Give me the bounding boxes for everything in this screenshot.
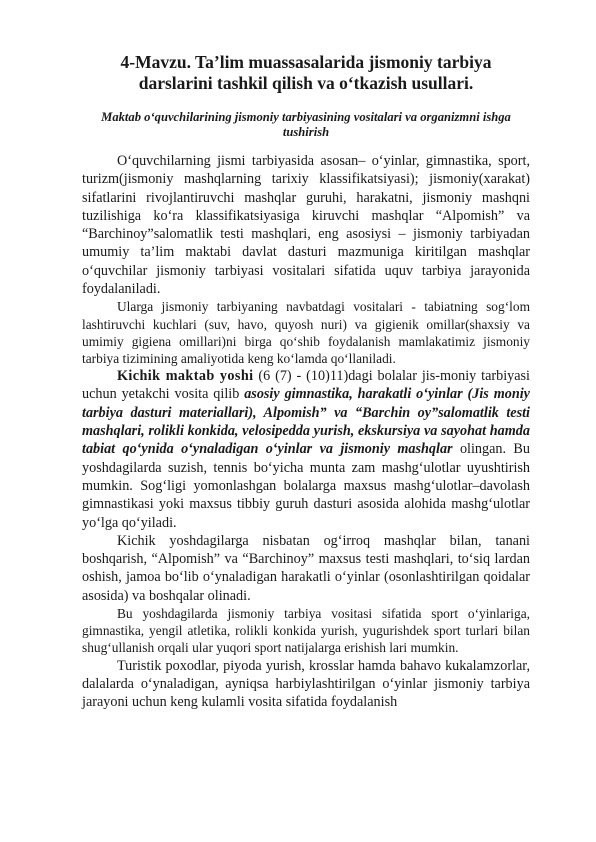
paragraph-3-text-b: olingan. Bu yoshdagilarda suzish, tennis bo‘yicha munta zam mashg‘ulotlar uyushtirish mumkin. Sog‘ligi yomonlashgan bolalarga maxsus mashg‘ulotlar–davolash gimnastikasi yoki maxsus tibbiy guruh dasturi asosida alohida mashg‘ulotlar yo‘lga qo‘yiladi. bbox=[82, 441, 530, 531]
paragraph-4: Kichik yoshdagilarga nisbatan og‘irroq mashqlar bilan, tanani boshqarish, “Alpomish” va “Barchinoy” maxsus testi mashqlari, to‘siq lardan oshish, jamoa bo‘lib o‘ynaladigan harakatli o‘yinlar (osonlashtirilgan qoidalar asosida) va boshqalar olinadi. bbox=[82, 532, 530, 604]
paragraph-1: O‘quvchilarning jismi tarbiyasida asosan– o‘yinlar, gimnastika, sport, turizm(jismoniy mashqlarning tarixiy klassifikatsiyasi); jismoniy(xarakat) sifatlarini rivojlantiruvchi mashqlar guruhi, harakatni, jismoniy mashqni tuzilishiga ko‘ra klassifikatsiyasiga kiruvchi mashqlar “Alpomish” va “Barchinoy”salomatlik testi mashqlari, eng asosiysi – jismoniy tarbiyadan umumiy ta’lim maktabi davlat dasturi mazmuniga kiritilgan mashqlar o‘quvchilar jismoniy tarbiyasi vositalari sifatida uquv tarbiya jarayonida foydalaniladi. bbox=[82, 153, 530, 298]
section-subtitle: Maktab o‘quvchilarining jismoniy tarbiyasining vositalari va organizmni ishga tushirish bbox=[101, 110, 511, 139]
paragraph-5: Bu yoshdagilarda jismoniy tarbiya vositasi sifatida sport o‘yinlariga, gimnastika, yengil atletika, rolikli konkida yurish, yugurishdek sport turlari bilan shug‘ullanish orqali ular yuqori sport natijalarga erishish lari mumkin. bbox=[82, 606, 530, 656]
page-title: 4-Mavzu. Ta’lim muassasalarida jismoniy tarbiya darslarini tashkil qilish va o‘tkazish usullari. bbox=[120, 52, 492, 93]
paragraph-3 bbox=[82, 367, 530, 532]
paragraph-3-text-a: (6 (7) - (10)11)dagi bolalar jis-moniy tarbiyasi uchun yetakchi vosita qilib bbox=[82, 368, 530, 403]
paragraph-6: Turistik poxodlar, piyoda yurish, krosslar hamda bahavo kukalamzorlar, dalalarda o‘ynaladigan, ayniqsa harbiylashtirilgan o‘yinlar jismoniy tarbiya jarayoni uchun keng kulamli vosita sifatida foydalanish bbox=[82, 657, 530, 711]
paragraph-3-emphasis: asosiy gimnastika, harakatli o‘yinlar (Jis moniy tarbiya dasturi materiallari), Alpomish” va “Barchin oy”salomatlik testi mashqlari, rolikli konkida, velosipedda yurish, ekskursiya va sayohat hamda tabiat qo‘ynida o‘ynaladigan o‘yinlar va jismoniy mashqlar bbox=[82, 386, 530, 458]
paragraph-3-lead: Kichik maktab yoshi bbox=[117, 368, 254, 385]
paragraph-2: Ularga jismoniy tarbiyaning navbatdagi vositalari - tabiatning sog‘lom lashtiruvchi kuchlari (suv, havo, quyosh nuri) va gigienik omillar(shaxsiy va umimiy gigiena omillari)ni birga qo‘shib foydalanish mamlakatimiz jismoniy tarbiya tizimining amaliyotida keng ko‘lamda qo‘llaniladi. bbox=[82, 299, 530, 366]
document-page bbox=[82, 52, 530, 712]
